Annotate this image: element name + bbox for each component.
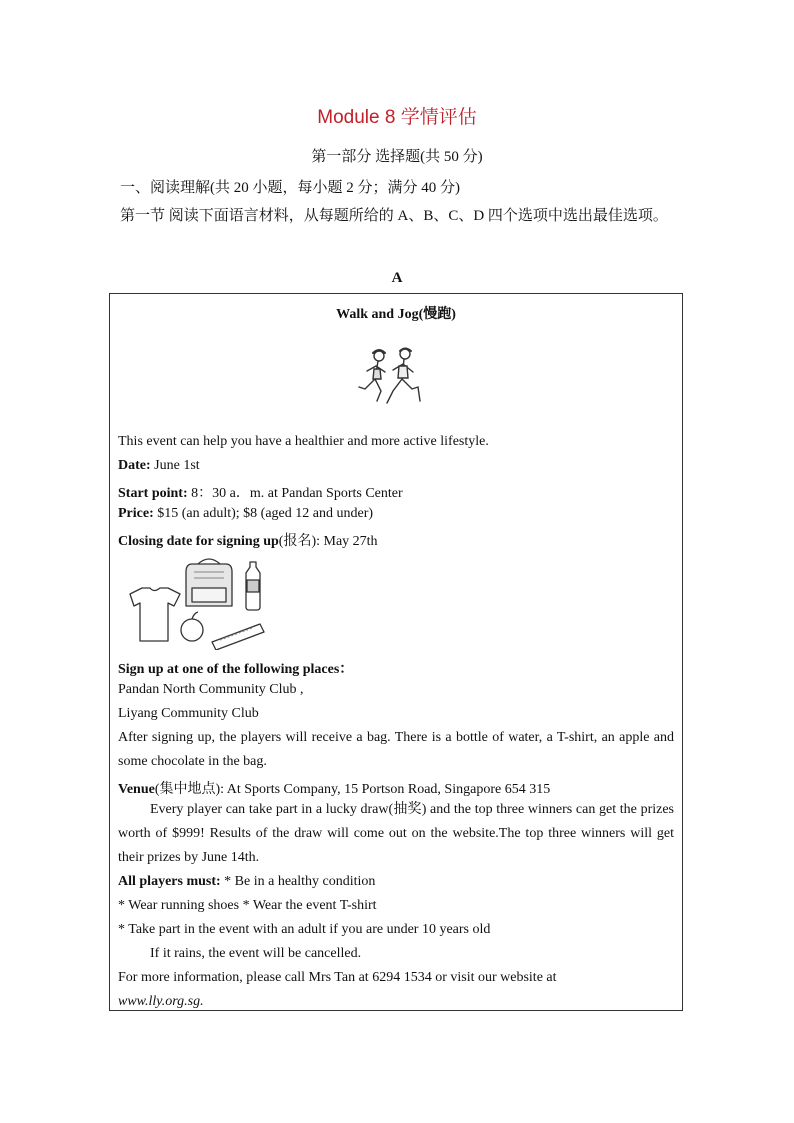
items-illustration <box>116 556 266 650</box>
website-link[interactable]: www.lly.org.sg. <box>118 994 204 1009</box>
passage-letter: A <box>391 270 403 286</box>
price-label: Price: <box>118 506 154 521</box>
page-title: Module 8 学情评估 <box>317 107 477 128</box>
signup-heading <box>118 658 353 678</box>
must-line <box>118 874 375 890</box>
jogging-people-icon <box>355 344 435 416</box>
intro-text: This event can help you have a healthier and more active lifestyle. <box>118 434 489 449</box>
start-label: Start point: <box>118 486 188 501</box>
place-1: Pandan North Community Club , <box>118 682 304 697</box>
date-value: June 1st <box>150 458 200 473</box>
signup-heading-text: Sign up at one of the following places： <box>118 662 354 677</box>
date-label: Date: <box>118 458 151 473</box>
chocolate-bar-icon <box>212 624 264 650</box>
venue-line <box>118 778 550 798</box>
must-label: All players must: <box>118 874 221 889</box>
must-1: * Be in a healthy condition <box>220 874 376 889</box>
passage-title: Walk and Jog(慢跑) <box>336 307 456 322</box>
must-3: * Take part in the event with an adult if you are under 10 years old <box>118 922 491 937</box>
closing-line <box>118 530 378 550</box>
start-line <box>118 482 403 502</box>
backpack-icon <box>186 559 232 606</box>
venue-value: (集中地点): At Sports Company, 15 Portson Road, Singapore 654 315 <box>154 782 551 797</box>
lucky-draw-text: Every player can take part in a lucky draw(抽奖) and the top three winners can get the prizes worth of $999! Results of the draw will come out on the website.The top three winners will get their prizes by June 14th. <box>118 802 674 865</box>
closing-label: Closing date for signing up <box>118 534 279 549</box>
venue-label: Venue <box>118 782 155 797</box>
apple-icon <box>181 612 203 641</box>
tshirt-icon <box>130 588 180 641</box>
place-2: Liyang Community Club <box>118 706 259 721</box>
passage-box <box>109 293 683 1011</box>
price-value: $15 (an adult); $8 (aged 12 and under) <box>153 506 374 521</box>
after-signing-text: After signing up, the players will receive a bag. There is a bottle of water, a T-shirt, an apple and some chocolate in the bag. <box>118 730 674 769</box>
start-value: 8：30 a．m. at Pandan Sports Center <box>187 486 403 501</box>
closing-value: (报名): May 27th <box>278 534 378 549</box>
must-2: * Wear running shoes * Wear the event T-shirt <box>118 898 377 913</box>
instruction-text: 第一节 阅读下面语言材料，从每题所给的 A、B、C、D 四个选项中选出最佳选项。 <box>120 208 668 224</box>
price-line <box>118 506 373 522</box>
more-info-text: For more information, please call Mrs Tan at 6294 1534 or visit our website at <box>118 970 557 985</box>
section-heading: 一、阅读理解(共 20 小题，每小题 2 分；满分 40 分) <box>120 180 460 196</box>
part-heading: 第一部分 选择题(共 50 分) <box>311 149 483 165</box>
date-line <box>118 458 200 474</box>
water-bottle-icon <box>246 562 260 610</box>
rain-text: If it rains, the event will be cancelled. <box>150 946 362 961</box>
